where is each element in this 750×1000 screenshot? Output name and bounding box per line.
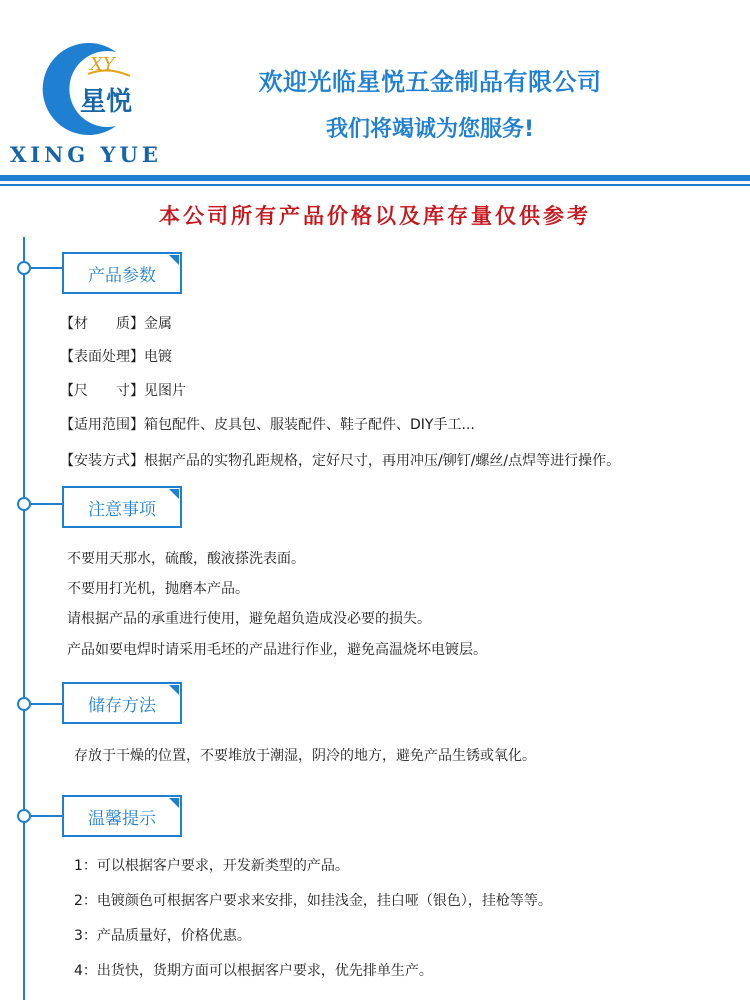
note-line: 请根据产品的承重进行使用，避免超负造成没必要的损失。 [67,611,431,627]
timeline-line [23,237,25,1000]
section-title-notes [62,486,182,528]
section-title-storage [62,682,182,724]
corner-mark-icon [169,489,179,499]
param-line-usage: 【适用范围】箱包配件、皮具包、服装配件、鞋子配件、DIY手工... [60,417,475,433]
section-title-text: 注意事项 [88,499,156,520]
corner-mark-icon [169,685,179,695]
param-line-material: 【材 质】金属 [60,316,172,332]
header-divider-thick [0,175,750,181]
corner-mark-icon [169,798,179,808]
logo-xy-text: XY [90,54,115,75]
param-line-install: 【安装方式】根据产品的实物孔距规格，定好尺寸，再用冲压/铆钉/螺丝/点焊等进行操作。 [60,453,621,469]
tip-line: 4：出货快，货期方面可以根据客户要求，优先排单生产。 [74,963,433,979]
section-title-params [62,252,182,294]
storage-line: 存放于干燥的位置，不要堆放于潮湿，阴冷的地方，避免产品生锈或氧化。 [74,748,536,764]
welcome-heading: 欢迎光临星悦五金制品有限公司 [258,68,602,96]
param-line-size: 【尺 寸】见图片 [60,383,186,399]
corner-mark-icon [169,255,179,265]
param-line-finish: 【表面处理】电镀 [60,349,172,365]
note-line: 产品如要电焊时请采用毛坯的产品进行作业，避免高温烧坏电镀层。 [67,642,487,658]
timeline-connector [31,503,62,505]
service-heading: 我们将竭诚为您服务! [325,117,535,142]
header-divider-thin [0,184,750,186]
timeline-connector [31,267,62,269]
section-title-text: 储存方法 [88,695,156,716]
tip-line: 2：电镀颜色可根据客户要求来安排，如挂浅金，挂白哑（银色），挂枪等等。 [74,893,552,909]
timeline-node [17,697,31,711]
timeline-node [17,809,31,823]
timeline-node [17,261,31,275]
tip-line: 3：产品质量好，价格优惠。 [74,928,251,944]
tip-line: 1：可以根据客户要求，开发新类型的产品。 [74,858,349,874]
price-notice: 本公司所有产品价格以及库存量仅供参考 [159,203,591,228]
brand-name: XING YUE [10,142,162,167]
section-title-text: 温馨提示 [88,808,156,829]
timeline-connector [31,815,62,817]
section-title-tips [62,795,182,837]
logo-main-text: 星悦 [80,87,133,117]
note-line: 不要用天那水，硫酸，酸液搽洗表面。 [67,551,305,567]
timeline-node [17,497,31,511]
timeline-connector [31,703,62,705]
company-logo [38,30,138,140]
note-line: 不要用打光机，抛磨本产品。 [67,581,249,597]
section-title-text: 产品参数 [88,265,156,286]
